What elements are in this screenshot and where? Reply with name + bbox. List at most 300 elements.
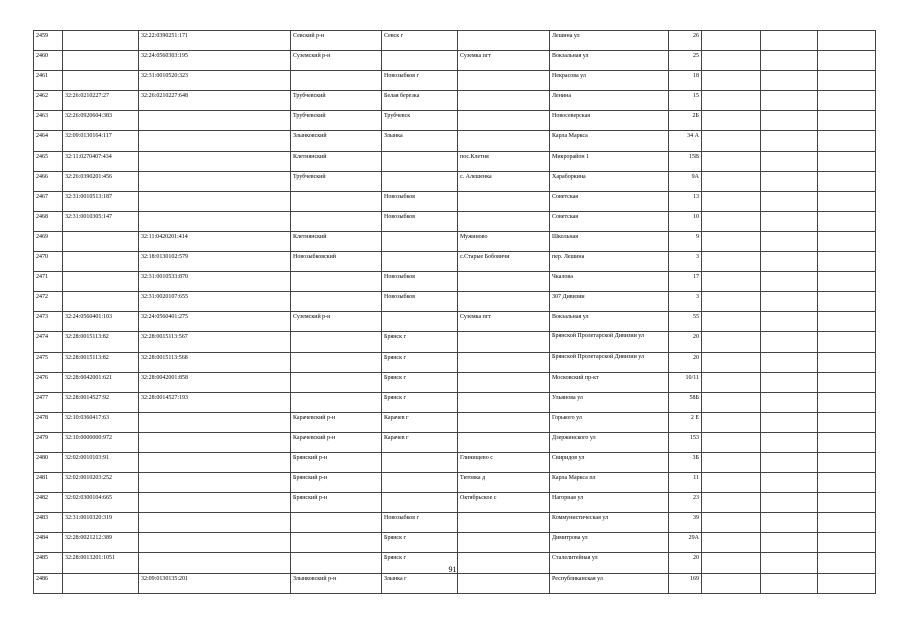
cell-extra-3 xyxy=(818,31,876,51)
cell-district: Трубчевский xyxy=(291,91,382,111)
cell-house-number: 9 xyxy=(669,231,702,251)
cell-row-number: 2471 xyxy=(34,272,63,292)
cell-extra-1 xyxy=(702,533,761,553)
cell-extra-2 xyxy=(761,272,818,292)
cell-extra-2 xyxy=(761,452,818,472)
table-row xyxy=(34,332,876,352)
cell-row-number: 2473 xyxy=(34,312,63,332)
cell-district: Карачевский р-н xyxy=(291,412,382,432)
table-row xyxy=(34,412,876,432)
cell-row-number: 2480 xyxy=(34,452,63,472)
cell-row-number: 2461 xyxy=(34,71,63,91)
data-table xyxy=(33,30,876,594)
cell-cadastral-number-1 xyxy=(63,252,139,272)
cell-row-number: 2483 xyxy=(34,513,63,533)
cell-house-number: 3Б xyxy=(669,452,702,472)
table-row xyxy=(34,533,876,553)
cell-city: Злынка xyxy=(382,131,458,151)
cell-extra-3 xyxy=(818,292,876,312)
cell-extra-1 xyxy=(702,452,761,472)
cell-settlement: Суземка пгт xyxy=(458,312,550,332)
cell-cadastral-number-1: 32:28:0015113:82 xyxy=(63,332,139,352)
cell-house-number: 20 xyxy=(669,352,702,372)
cell-settlement: Мужиново xyxy=(458,231,550,251)
cell-row-number: 2465 xyxy=(34,151,63,171)
cell-street: Сталелитейная ул xyxy=(550,553,669,573)
cell-extra-1 xyxy=(702,332,761,352)
cell-cadastral-number-1 xyxy=(63,292,139,312)
cell-cadastral-number-2: 32:31:0020107:655 xyxy=(139,292,291,312)
cell-house-number: 169 xyxy=(669,573,702,593)
cell-cadastral-number-1: 32:28:0042001:621 xyxy=(63,372,139,392)
cell-district: Трубчевский xyxy=(291,111,382,131)
cell-row-number: 2485 xyxy=(34,553,63,573)
table-row xyxy=(34,372,876,392)
cell-row-number: 2463 xyxy=(34,111,63,131)
cell-city xyxy=(382,51,458,71)
cell-house-number: 55 xyxy=(669,312,702,332)
cell-city: Карачев г xyxy=(382,432,458,452)
cell-city: Новозыбков г xyxy=(382,71,458,91)
cell-district xyxy=(291,272,382,292)
cell-house-number: 3 xyxy=(669,252,702,272)
cell-cadastral-number-1 xyxy=(63,51,139,71)
cell-extra-3 xyxy=(818,131,876,151)
cell-cadastral-number-2: 32:31:0010533:870 xyxy=(139,272,291,292)
cell-city: Севск г xyxy=(382,31,458,51)
cell-extra-2 xyxy=(761,312,818,332)
cell-extra-3 xyxy=(818,412,876,432)
cell-row-number: 2476 xyxy=(34,372,63,392)
cell-city: Брянск г xyxy=(382,533,458,553)
cell-extra-1 xyxy=(702,372,761,392)
cell-extra-2 xyxy=(761,493,818,513)
table-row xyxy=(34,312,876,332)
cell-street: Новосеверская xyxy=(550,111,669,131)
cell-street: Чкалова xyxy=(550,272,669,292)
cell-district: Новозыбковский xyxy=(291,252,382,272)
cell-house-number: 39 xyxy=(669,513,702,533)
cell-settlement xyxy=(458,91,550,111)
table-row xyxy=(34,111,876,131)
cell-extra-2 xyxy=(761,473,818,493)
cell-city xyxy=(382,493,458,513)
cell-house-number: 13 xyxy=(669,191,702,211)
cell-extra-2 xyxy=(761,51,818,71)
cell-house-number: 29А xyxy=(669,533,702,553)
table-row xyxy=(34,252,876,272)
cell-settlement: с. Алешенка xyxy=(458,171,550,191)
cell-settlement xyxy=(458,352,550,372)
table-row xyxy=(34,51,876,71)
page-number: 91 xyxy=(448,565,457,574)
cell-cadastral-number-1 xyxy=(63,71,139,91)
table-row xyxy=(34,31,876,51)
cell-settlement xyxy=(458,332,550,352)
cell-extra-3 xyxy=(818,252,876,272)
cell-extra-3 xyxy=(818,151,876,171)
cell-city: Брянск г xyxy=(382,352,458,372)
cell-extra-3 xyxy=(818,493,876,513)
cell-city xyxy=(382,312,458,332)
cell-cadastral-number-2 xyxy=(139,533,291,553)
cell-city: Брянск г xyxy=(382,332,458,352)
cell-extra-3 xyxy=(818,352,876,372)
cell-city: Трубчевск xyxy=(382,111,458,131)
cell-row-number: 2486 xyxy=(34,573,63,593)
cell-cadastral-number-2: 32:31:0010520:323 xyxy=(139,71,291,91)
cell-cadastral-number-2: 32:28:0014527:193 xyxy=(139,392,291,412)
cell-extra-3 xyxy=(818,51,876,71)
cell-settlement xyxy=(458,533,550,553)
table-row xyxy=(34,452,876,472)
cell-extra-2 xyxy=(761,151,818,171)
cell-street: 307 Дивизии xyxy=(550,292,669,312)
cell-street: Республиканская ул xyxy=(550,573,669,593)
cell-house-number: 20 xyxy=(669,332,702,352)
cell-house-number: 15 xyxy=(669,91,702,111)
cell-extra-2 xyxy=(761,191,818,211)
cell-cadastral-number-2: 32:24:0560401:275 xyxy=(139,312,291,332)
cell-row-number: 2479 xyxy=(34,432,63,452)
cell-extra-1 xyxy=(702,31,761,51)
cell-settlement: с.Старые Бобовичи xyxy=(458,252,550,272)
cell-extra-2 xyxy=(761,91,818,111)
cell-cadastral-number-1: 32:31:0010305:147 xyxy=(63,211,139,231)
cell-city xyxy=(382,151,458,171)
cell-extra-3 xyxy=(818,211,876,231)
cell-settlement xyxy=(458,71,550,91)
cell-house-number: 15В xyxy=(669,151,702,171)
cell-house-number: 2 Е xyxy=(669,412,702,432)
table-row xyxy=(34,191,876,211)
cell-street: Советская xyxy=(550,211,669,231)
cell-extra-3 xyxy=(818,272,876,292)
cell-extra-3 xyxy=(818,312,876,332)
cell-cadastral-number-2 xyxy=(139,131,291,151)
cell-extra-1 xyxy=(702,51,761,71)
cell-row-number: 2467 xyxy=(34,191,63,211)
table-body xyxy=(34,31,876,594)
cell-extra-3 xyxy=(818,452,876,472)
cell-cadastral-number-1: 32:26:0210227:27 xyxy=(63,91,139,111)
cell-row-number: 2482 xyxy=(34,493,63,513)
cell-cadastral-number-2 xyxy=(139,211,291,231)
cell-row-number: 2484 xyxy=(34,533,63,553)
cell-district: Трубчевский xyxy=(291,171,382,191)
cell-cadastral-number-1: 32:31:0010320:319 xyxy=(63,513,139,533)
cell-settlement xyxy=(458,31,550,51)
cell-city xyxy=(382,231,458,251)
cell-settlement xyxy=(458,372,550,392)
cell-cadastral-number-1: 32:28:0015113:82 xyxy=(63,352,139,372)
table-row xyxy=(34,493,876,513)
cell-extra-2 xyxy=(761,392,818,412)
cell-settlement: Октябрьское с xyxy=(458,493,550,513)
cell-row-number: 2468 xyxy=(34,211,63,231)
cell-city: Белая березка xyxy=(382,91,458,111)
cell-settlement xyxy=(458,131,550,151)
cell-city: Новозыбков xyxy=(382,292,458,312)
cell-cadastral-number-2: 32:22:0390251:171 xyxy=(139,31,291,51)
cell-extra-1 xyxy=(702,493,761,513)
cell-extra-3 xyxy=(818,91,876,111)
cell-city: Злынка г xyxy=(382,573,458,593)
cell-extra-2 xyxy=(761,231,818,251)
table-row xyxy=(34,292,876,312)
cell-extra-1 xyxy=(702,231,761,251)
cell-house-number: 26 xyxy=(669,31,702,51)
cell-cadastral-number-2: 32:24:0560303:195 xyxy=(139,51,291,71)
cell-city: Брянск г xyxy=(382,553,458,573)
cell-row-number: 2472 xyxy=(34,292,63,312)
cell-district: Клетнянский xyxy=(291,231,382,251)
cell-extra-1 xyxy=(702,91,761,111)
cell-cadastral-number-2 xyxy=(139,151,291,171)
cell-city: Брянск г xyxy=(382,392,458,412)
cell-cadastral-number-1: 32:02:0300104:665 xyxy=(63,493,139,513)
cell-city: Новозыбков г xyxy=(382,513,458,533)
cell-row-number: 2474 xyxy=(34,332,63,352)
cell-extra-3 xyxy=(818,332,876,352)
cell-extra-2 xyxy=(761,332,818,352)
cell-city: Карачев г xyxy=(382,412,458,432)
cell-district: Брянский р-н xyxy=(291,452,382,472)
cell-city xyxy=(382,473,458,493)
cell-house-number: 153 xyxy=(669,432,702,452)
cell-district: Злынковский р-н xyxy=(291,573,382,593)
table-row xyxy=(34,272,876,292)
table-row xyxy=(34,352,876,372)
table-row xyxy=(34,231,876,251)
cell-district xyxy=(291,392,382,412)
table-row xyxy=(34,473,876,493)
cell-cadastral-number-1: 32:28:0021212:389 xyxy=(63,533,139,553)
cell-cadastral-number-2 xyxy=(139,493,291,513)
cell-settlement xyxy=(458,191,550,211)
cell-cadastral-number-1: 32:10:0000000:972 xyxy=(63,432,139,452)
cell-extra-3 xyxy=(818,71,876,91)
cell-extra-2 xyxy=(761,513,818,533)
cell-house-number: 10/11 xyxy=(669,372,702,392)
cell-extra-2 xyxy=(761,432,818,452)
cell-district xyxy=(291,71,382,91)
cell-house-number: 18 xyxy=(669,71,702,91)
cell-city xyxy=(382,452,458,472)
cell-street: Брянской Пролетарской Дивизии ул xyxy=(550,352,669,372)
cell-street: Карла Маркса пл xyxy=(550,473,669,493)
cell-street: Микрорайон 1 xyxy=(550,151,669,171)
cell-extra-1 xyxy=(702,272,761,292)
cell-cadastral-number-2: 32:11:0420201:414 xyxy=(139,231,291,251)
cell-cadastral-number-2: 32:26:0210227:648 xyxy=(139,91,291,111)
cell-settlement xyxy=(458,573,550,593)
cell-extra-1 xyxy=(702,513,761,533)
cell-extra-2 xyxy=(761,372,818,392)
cell-cadastral-number-2 xyxy=(139,171,291,191)
cell-city: Новозыбков xyxy=(382,272,458,292)
cell-cadastral-number-2 xyxy=(139,191,291,211)
cell-district: Севский р-н xyxy=(291,31,382,51)
table-row xyxy=(34,171,876,191)
cell-street: Советская xyxy=(550,191,669,211)
cell-extra-2 xyxy=(761,533,818,553)
cell-extra-1 xyxy=(702,211,761,231)
cell-extra-3 xyxy=(818,533,876,553)
cell-cadastral-number-2: 32:28:0015113:568 xyxy=(139,352,291,372)
cell-row-number: 2475 xyxy=(34,352,63,372)
cell-row-number: 2462 xyxy=(34,91,63,111)
cell-street: Ленина xyxy=(550,91,669,111)
cell-extra-2 xyxy=(761,171,818,191)
cell-cadastral-number-1 xyxy=(63,573,139,593)
table-row xyxy=(34,432,876,452)
cell-extra-2 xyxy=(761,111,818,131)
cell-extra-1 xyxy=(702,352,761,372)
cell-house-number: 23 xyxy=(669,493,702,513)
cell-extra-2 xyxy=(761,211,818,231)
cell-house-number: 9А xyxy=(669,171,702,191)
cell-street: Горького ул xyxy=(550,412,669,432)
cell-house-number: 25 xyxy=(669,51,702,71)
cell-extra-1 xyxy=(702,473,761,493)
cell-cadastral-number-1: 32:11:0270407:434 xyxy=(63,151,139,171)
cell-extra-3 xyxy=(818,372,876,392)
cell-extra-3 xyxy=(818,473,876,493)
cell-district xyxy=(291,372,382,392)
cell-cadastral-number-1 xyxy=(63,31,139,51)
table-row xyxy=(34,91,876,111)
cell-cadastral-number-2: 32:28:0042001:858 xyxy=(139,372,291,392)
cell-settlement xyxy=(458,432,550,452)
cell-cadastral-number-1: 32:10:0360417:63 xyxy=(63,412,139,432)
cell-street: Вокзальная ул xyxy=(550,51,669,71)
table-row xyxy=(34,392,876,412)
cell-street: Свиридов ул xyxy=(550,452,669,472)
cell-street: Димитрова ул xyxy=(550,533,669,553)
cell-district xyxy=(291,332,382,352)
table-row xyxy=(34,151,876,171)
cell-cadastral-number-2 xyxy=(139,452,291,472)
cell-settlement: Титовка д xyxy=(458,473,550,493)
cell-extra-3 xyxy=(818,573,876,593)
cell-district: Карачевский р-н xyxy=(291,432,382,452)
cell-extra-1 xyxy=(702,252,761,272)
cell-district xyxy=(291,292,382,312)
cell-settlement xyxy=(458,272,550,292)
cell-settlement xyxy=(458,412,550,432)
cell-extra-3 xyxy=(818,191,876,211)
cell-district xyxy=(291,211,382,231)
cell-extra-2 xyxy=(761,573,818,593)
cell-district: Клетнянский xyxy=(291,151,382,171)
cell-house-number: 10 xyxy=(669,211,702,231)
cell-house-number: 17 xyxy=(669,272,702,292)
cell-district xyxy=(291,352,382,372)
cell-settlement xyxy=(458,211,550,231)
cell-settlement: Суземка пгт xyxy=(458,51,550,71)
cell-settlement: пос.Клетня xyxy=(458,151,550,171)
cell-district: Брянский р-н xyxy=(291,493,382,513)
cell-city: Брянск г xyxy=(382,372,458,392)
cell-cadastral-number-1: 32:28:0014527:92 xyxy=(63,392,139,412)
cell-street: Лешина ул xyxy=(550,31,669,51)
cell-street: Некрасова ул xyxy=(550,71,669,91)
cell-cadastral-number-1 xyxy=(63,231,139,251)
cell-cadastral-number-2: 32:18:0130102:579 xyxy=(139,252,291,272)
cell-settlement xyxy=(458,292,550,312)
cell-cadastral-number-1: 32:02:0010203:252 xyxy=(63,473,139,493)
cell-extra-2 xyxy=(761,252,818,272)
cell-row-number: 2460 xyxy=(34,51,63,71)
table-row xyxy=(34,513,876,533)
cell-extra-2 xyxy=(761,412,818,432)
table-row xyxy=(34,71,876,91)
cell-district: Суземский р-н xyxy=(291,51,382,71)
cell-house-number: 34 А xyxy=(669,131,702,151)
cell-extra-1 xyxy=(702,312,761,332)
cell-cadastral-number-2: 32:09:0130135:201 xyxy=(139,573,291,593)
cell-extra-1 xyxy=(702,392,761,412)
cell-extra-2 xyxy=(761,352,818,372)
cell-settlement: Глинищево с xyxy=(458,452,550,472)
cell-settlement xyxy=(458,111,550,131)
cell-street: Брянской Пролетарской Дивизии ул xyxy=(550,332,669,352)
cell-district xyxy=(291,513,382,533)
cell-cadastral-number-2 xyxy=(139,111,291,131)
cell-extra-1 xyxy=(702,111,761,131)
cell-extra-3 xyxy=(818,392,876,412)
cell-district xyxy=(291,191,382,211)
cell-extra-3 xyxy=(818,111,876,131)
cell-row-number: 2466 xyxy=(34,171,63,191)
cell-extra-1 xyxy=(702,151,761,171)
cell-street: Коммунистическая ул xyxy=(550,513,669,533)
cell-district xyxy=(291,533,382,553)
cell-cadastral-number-1: 32:26:0920604:383 xyxy=(63,111,139,131)
cell-settlement xyxy=(458,392,550,412)
cell-extra-2 xyxy=(761,31,818,51)
cell-extra-1 xyxy=(702,131,761,151)
cell-cadastral-number-1: 32:24:0560401:103 xyxy=(63,312,139,332)
cell-extra-3 xyxy=(818,432,876,452)
cell-district: Злынковский xyxy=(291,131,382,151)
cell-extra-1 xyxy=(702,171,761,191)
cell-street: Московский пр-кт xyxy=(550,372,669,392)
cell-cadastral-number-2 xyxy=(139,432,291,452)
cell-cadastral-number-1: 32:31:0010513:187 xyxy=(63,191,139,211)
cell-cadastral-number-2: 32:28:0015113:567 xyxy=(139,332,291,352)
cell-street: Дзержинского ул xyxy=(550,432,669,452)
cell-city xyxy=(382,252,458,272)
cell-street: Хараборкина xyxy=(550,171,669,191)
cell-city: Новозыбков xyxy=(382,211,458,231)
cell-extra-1 xyxy=(702,412,761,432)
cell-house-number: 58Б xyxy=(669,392,702,412)
cell-house-number: 3 xyxy=(669,292,702,312)
table-row xyxy=(34,131,876,151)
cell-extra-3 xyxy=(818,231,876,251)
cell-cadastral-number-2 xyxy=(139,513,291,533)
cell-extra-1 xyxy=(702,292,761,312)
cell-extra-1 xyxy=(702,432,761,452)
cell-cadastral-number-1: 32:26:0390201:456 xyxy=(63,171,139,191)
cell-street: Школьная xyxy=(550,231,669,251)
cell-row-number: 2464 xyxy=(34,131,63,151)
cell-cadastral-number-1: 32:09:0130164:117 xyxy=(63,131,139,151)
cell-extra-2 xyxy=(761,71,818,91)
cell-house-number: 2Б xyxy=(669,111,702,131)
